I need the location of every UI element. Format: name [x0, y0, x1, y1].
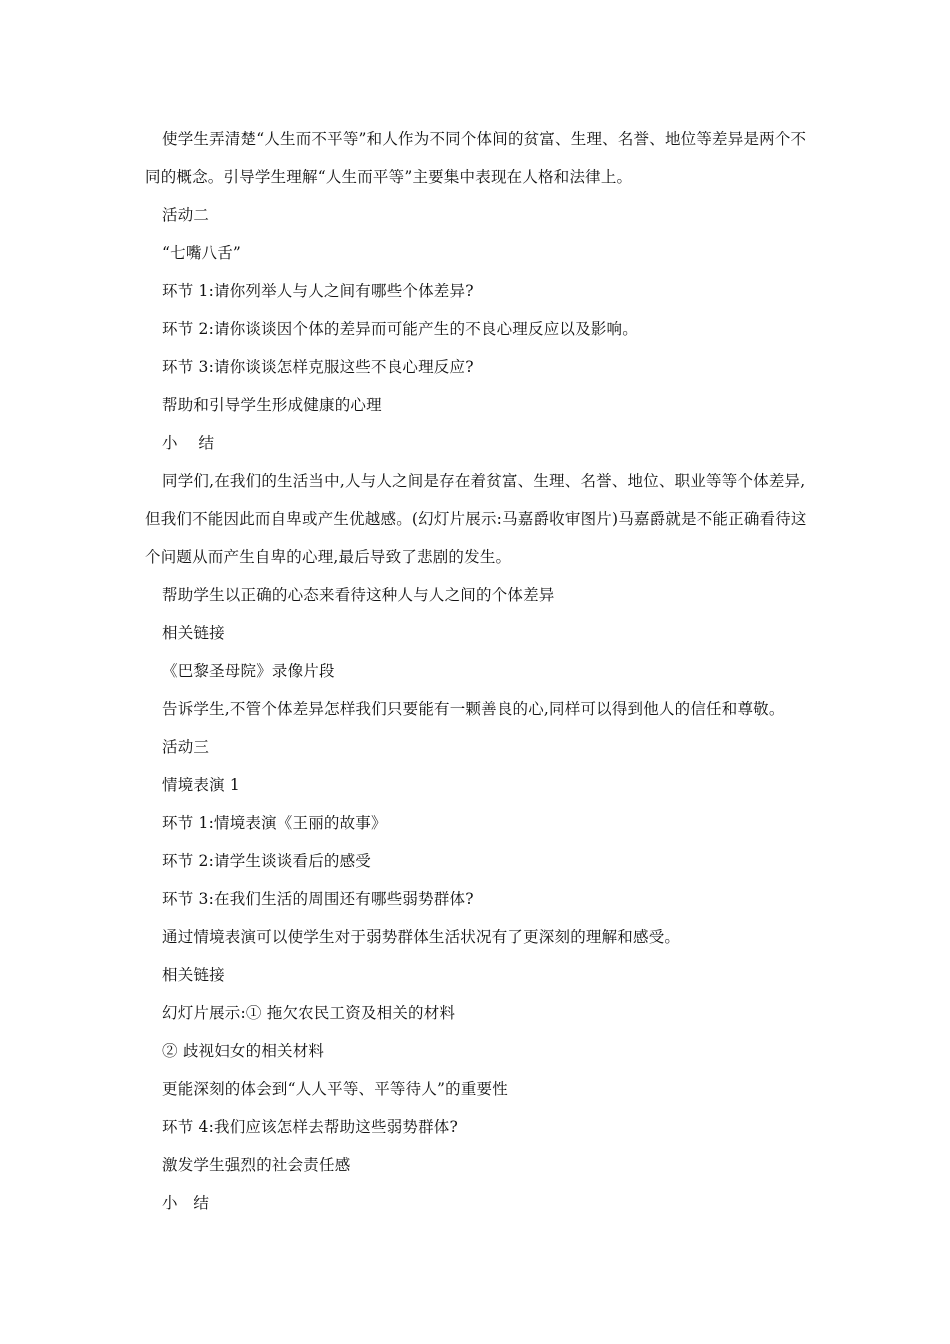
activity-two-step-2: 环节 2:请你谈谈因个体的差异而可能产生的不良心理反应以及影响。 — [162, 320, 638, 338]
activity-three-step-4-goal: 激发学生强烈的社会责任感 — [162, 1156, 351, 1174]
activity-three-step-2: 环节 2:请学生谈谈看后的感受 — [162, 852, 372, 870]
slide-show-item-1: 幻灯片展示:① 拖欠农民工资及相关的材料 — [162, 1004, 456, 1022]
activity-three-step-3: 环节 3:在我们生活的周围还有哪些弱势群体? — [162, 890, 474, 908]
summary-heading-2: 小 结 — [162, 1194, 210, 1212]
activity-three-goal: 通过情境表演可以使学生对于弱势群体生活状况有了更深刻的理解和感受。 — [162, 928, 681, 946]
activity-three-heading: 活动三 — [162, 738, 210, 756]
summary-heading-1: 小 结 — [162, 434, 215, 452]
activity-two-title: “七嘴八舌” — [162, 244, 242, 262]
related-link-heading-2: 相关链接 — [162, 966, 225, 984]
document-body — [145, 120, 817, 1222]
related-link-heading-1: 相关链接 — [162, 624, 225, 642]
summary-paragraph: 同学们,在我们的生活当中,人与人之间是存在着贫富、生理、名誉、地位、职业等等个体差异,但我们不能因此而自卑或产生优越感。(幻灯片展示:马嘉爵收审图片)马嘉爵就是不能正确看待这个问题从而产生自卑的心理,最后导致了悲剧的发生。 — [145, 472, 807, 566]
activity-two-goal: 帮助和引导学生形成健康的心理 — [162, 396, 382, 414]
slide-show-item-2: ② 歧视妇女的相关材料 — [162, 1042, 325, 1060]
activity-two-step-1: 环节 1:请你列举人与人之间有哪些个体差异? — [162, 282, 474, 300]
activity-three-step-1: 环节 1:情境表演《王丽的故事》 — [162, 814, 387, 832]
related-link-note-1: 告诉学生,不管个体差异怎样我们只要能有一颗善良的心,同样可以得到他人的信任和尊敬。 — [162, 700, 785, 718]
summary-goal: 帮助学生以正确的心态来看待这种人与人之间的个体差异 — [162, 586, 555, 604]
activity-three-title: 情境表演 1 — [162, 776, 240, 794]
related-link-note-2: 更能深刻的体会到“人人平等、平等待人”的重要性 — [162, 1080, 508, 1098]
paragraph-purpose: 使学生弄清楚“人生而不平等”和人作为不同个体间的贫富、生理、名誉、地位等差异是两个不同的概念。引导学生理解“人生而平等”主要集中表现在人格和法律上。 — [145, 130, 807, 186]
activity-three-step-4: 环节 4:我们应该怎样去帮助这些弱势群体? — [162, 1118, 459, 1136]
activity-two-heading: 活动二 — [162, 206, 210, 224]
related-link-item-1: 《巴黎圣母院》录像片段 — [162, 662, 335, 680]
activity-two-step-3: 环节 3:请你谈谈怎样克服这些不良心理反应? — [162, 358, 474, 376]
